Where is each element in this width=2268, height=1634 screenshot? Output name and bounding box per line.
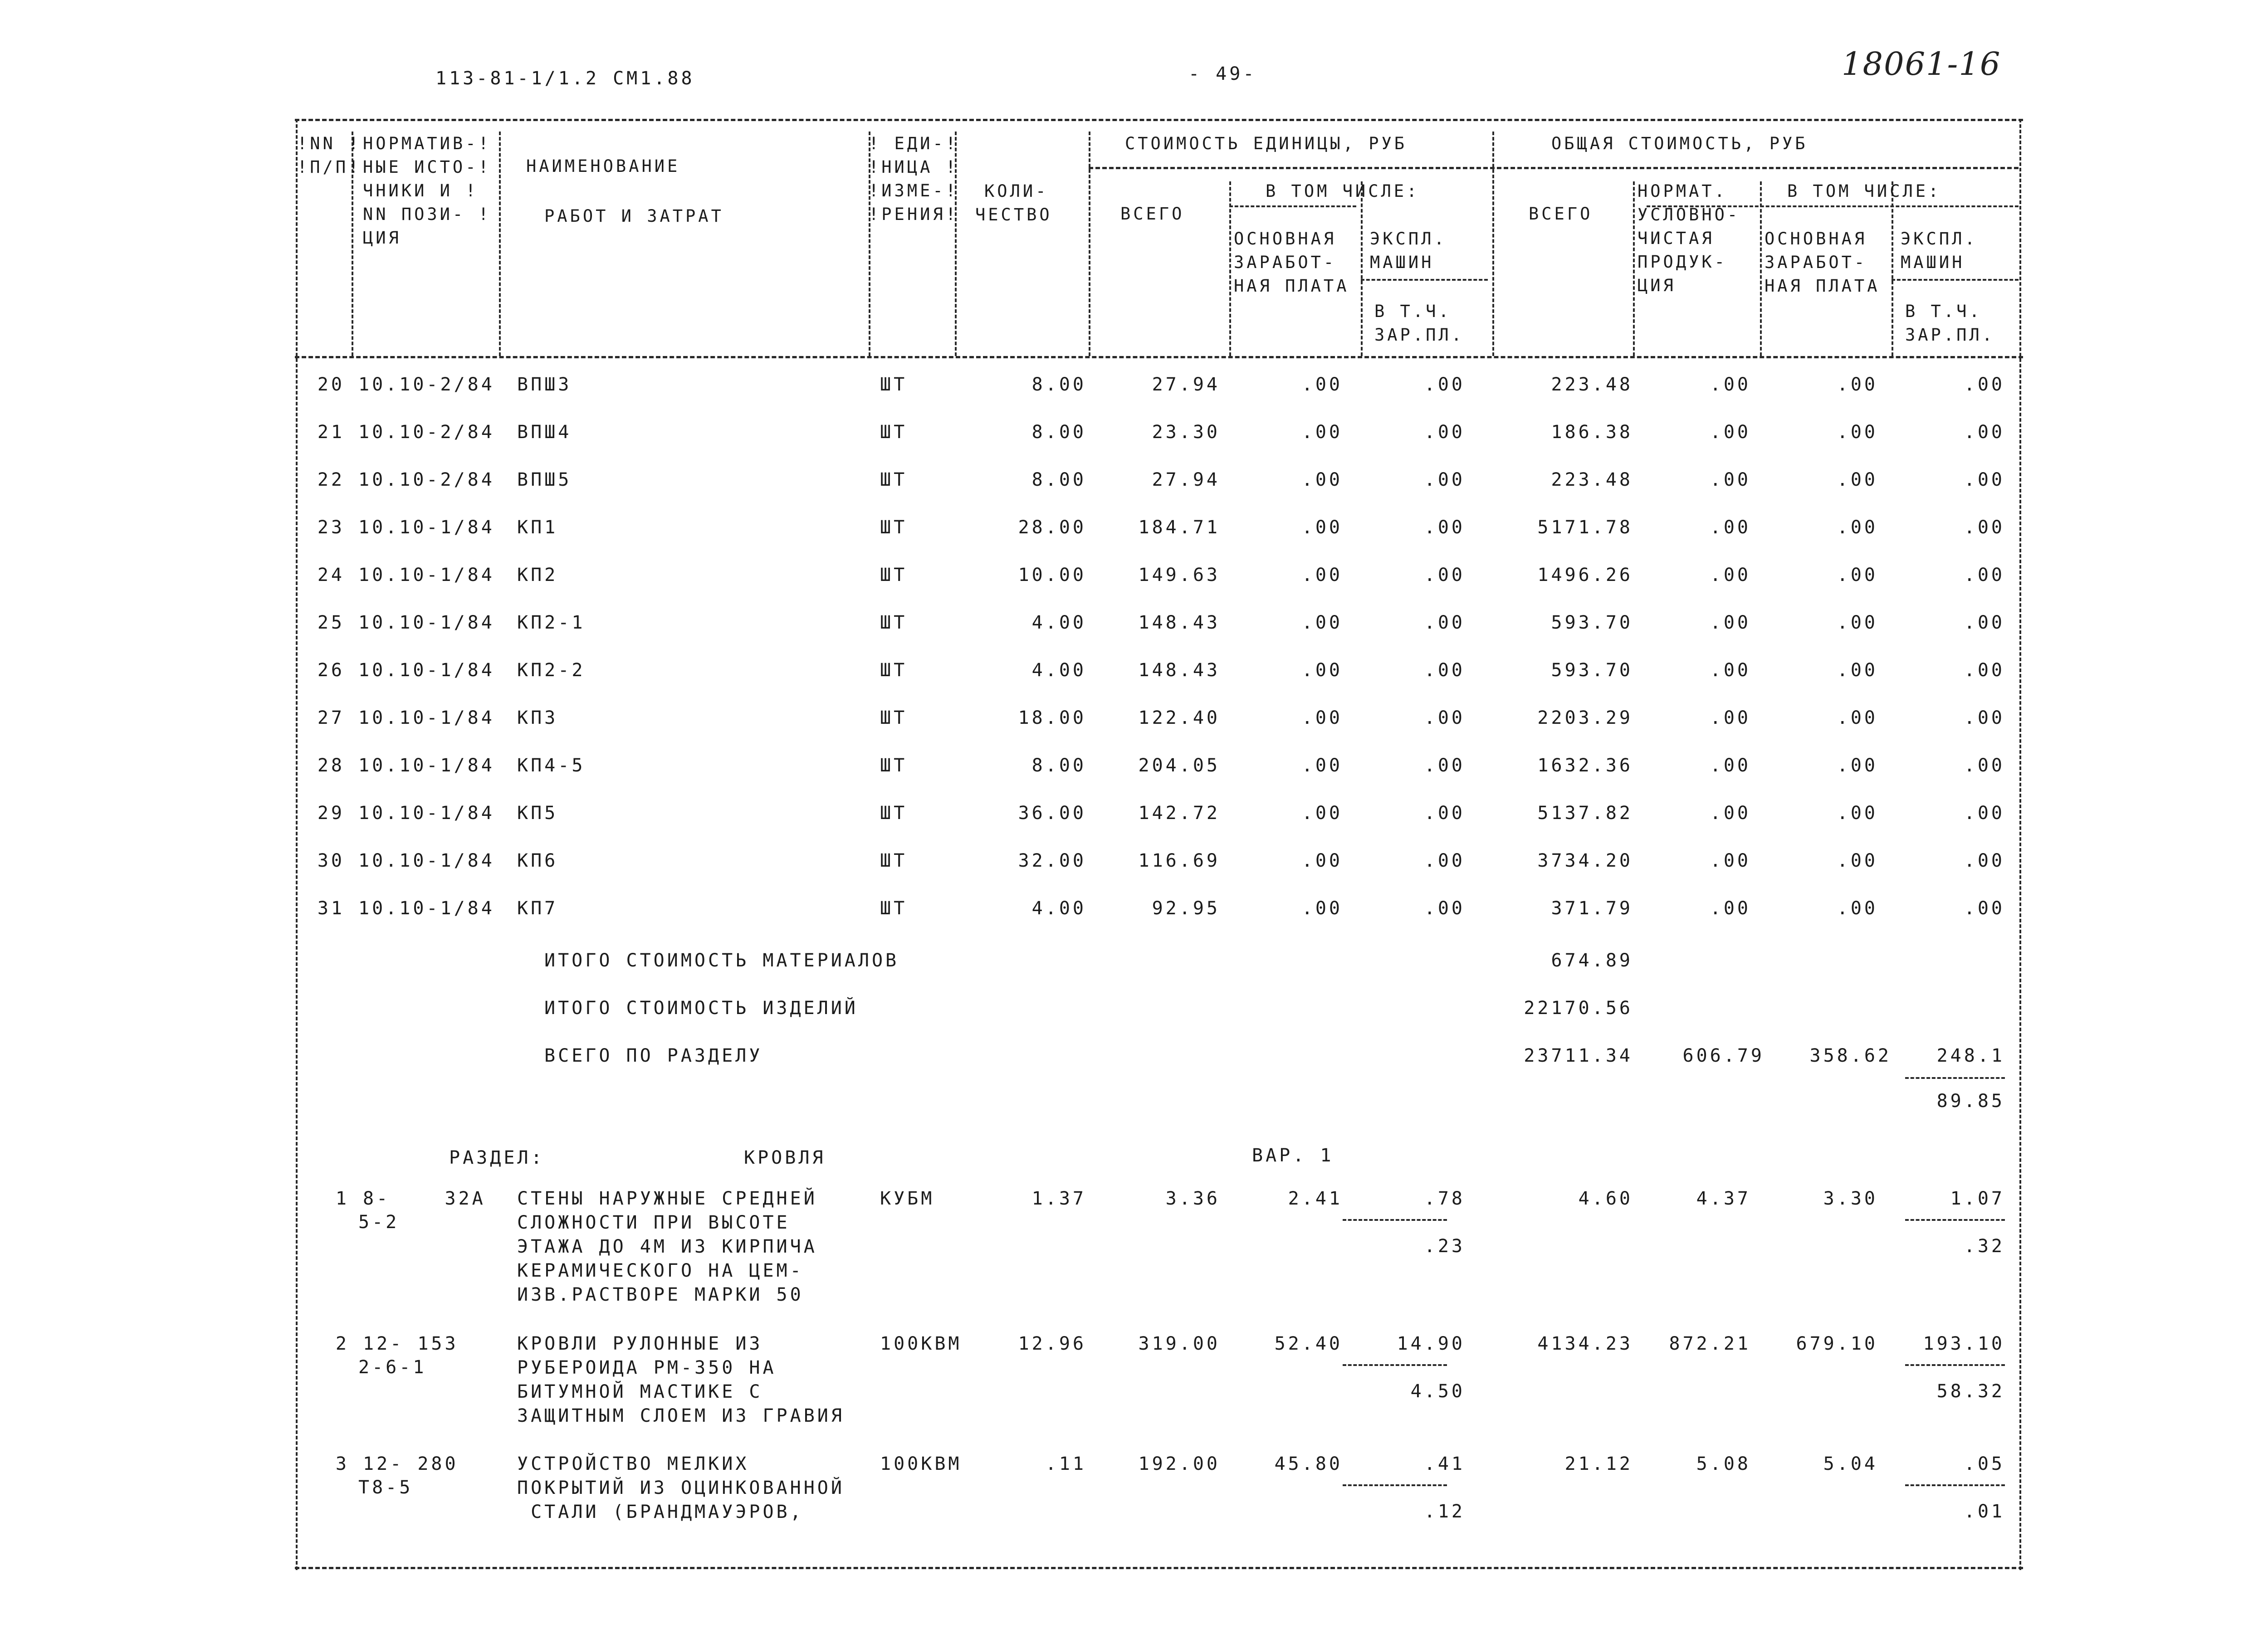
cell-code: 10.10-2/84 <box>358 374 495 395</box>
cell-name: ВПШ4 <box>517 422 572 443</box>
cell-unit: ШТ <box>880 660 908 681</box>
cell-name: РУБЕРОИДА РМ-350 НА <box>517 1357 777 1378</box>
cell-t-wage: .00 <box>1837 898 1878 919</box>
cell-name: КП2 <box>517 565 558 585</box>
cell-t-norm: .00 <box>1710 755 1751 776</box>
divider <box>1905 1364 2005 1366</box>
cell-u-wage: .00 <box>1301 898 1343 919</box>
header-total-norm: УСЛОВНО- <box>1637 205 1740 224</box>
cell-t-wage: .00 <box>1837 565 1878 585</box>
header-total-wage: ОСНОВНАЯ <box>1765 229 1867 249</box>
cell-name: КЕРАМИЧЕСКОГО НА ЦЕМ- <box>517 1260 804 1281</box>
cell-t-total: 1632.36 <box>1537 755 1633 776</box>
cell-qty: 1.37 <box>1031 1188 1086 1209</box>
cell-t-norm: .00 <box>1710 803 1751 824</box>
cell-n: 30 <box>317 850 345 871</box>
items-total-label: ИТОГО СТОИМОСТЬ ИЗДЕЛИЙ <box>544 998 858 1019</box>
cell-u-wage: .00 <box>1301 422 1343 443</box>
cell-name: КП4-5 <box>517 755 586 776</box>
cell-name: ЗАЩИТНЫМ СЛОЕМ ИЗ ГРАВИЯ <box>517 1405 845 1426</box>
cell-n: 20 <box>317 374 345 395</box>
cell-n: 2 <box>335 1333 349 1354</box>
header-col-normative: НЫЕ ИСТО-! <box>363 157 491 177</box>
header-col-name: НАИМЕНОВАНИЕ <box>526 156 680 176</box>
cell-t-norm: .00 <box>1710 565 1751 585</box>
cell-n: 28 <box>317 755 345 776</box>
section-label: РАЗДЕЛ: <box>449 1147 545 1168</box>
cell-u-wage: 52.40 <box>1274 1333 1343 1354</box>
column-rule <box>499 132 501 356</box>
cell-code: 10.10-1/84 <box>358 612 495 633</box>
divider <box>1343 1484 1447 1486</box>
cell-n: 31 <box>317 898 345 919</box>
cell-n: 26 <box>317 660 345 681</box>
cell-u-total: 142.72 <box>1138 803 1220 824</box>
cell-t-norm: .00 <box>1710 517 1751 538</box>
cell-u-wage: .00 <box>1301 469 1343 490</box>
cell-unit: ШТ <box>880 755 908 776</box>
cell-unit: ШТ <box>880 612 908 633</box>
cell-unit: ШТ <box>880 517 908 538</box>
divider <box>1361 279 1488 281</box>
cell-u-mach: .00 <box>1424 422 1465 443</box>
cell-qty: 8.00 <box>1031 422 1086 443</box>
cell-u-mach: .78 <box>1424 1188 1465 1209</box>
cell-u-mach: .00 <box>1424 517 1465 538</box>
header-col-unit: ! ЕДИ-! <box>869 134 958 153</box>
header-total-norm: ЧИСТАЯ <box>1637 229 1715 248</box>
cell-n: 27 <box>317 707 345 728</box>
items-total-value: 22170.56 <box>1524 998 1633 1019</box>
header-total-total: ВСЕГО <box>1529 204 1593 224</box>
cell-name: ЭТАЖА ДО 4М ИЗ КИРПИЧА <box>517 1236 817 1257</box>
header-unit-mach: МАШИН <box>1370 253 1434 272</box>
cell-t-mach: .00 <box>1964 850 2005 871</box>
cell-u-wage: 45.80 <box>1274 1454 1343 1474</box>
cell-n: 22 <box>317 469 345 490</box>
header-col-normative: ЦИЯ <box>363 228 401 248</box>
cell-qty: 4.00 <box>1031 660 1086 681</box>
header-unit-wage: НАЯ ПЛАТА <box>1234 276 1349 296</box>
cell-name: ИЗВ.РАСТВОРЕ МАРКИ 50 <box>517 1284 804 1305</box>
header-col-unit: !РЕНИЯ! <box>869 205 958 224</box>
cell-t-norm: .00 <box>1710 469 1751 490</box>
cell-name: СТАЛИ (БРАНДМАУЭРОВ, <box>517 1502 804 1522</box>
cell-t-total: 593.70 <box>1551 660 1633 681</box>
cell-t-total: 223.48 <box>1551 469 1633 490</box>
cell-n: 3 <box>335 1454 349 1474</box>
cell-t-wage: .00 <box>1837 374 1878 395</box>
cell-t-mach: 193.10 <box>1923 1333 2005 1354</box>
cell-t-wage: .00 <box>1837 660 1878 681</box>
header-col-normative: ЧНИКИ И ! <box>363 181 479 200</box>
cell-t-wage: .00 <box>1837 422 1878 443</box>
cell-u-total: 27.94 <box>1152 374 1220 395</box>
cell-code: 10.10-2/84 <box>358 422 495 443</box>
cell-u-wage: .00 <box>1301 374 1343 395</box>
cell-u-total: 204.05 <box>1138 755 1220 776</box>
cell-u-wage: .00 <box>1301 565 1343 585</box>
cell-t-total: 593.70 <box>1551 612 1633 633</box>
cell-qty: 18.00 <box>1018 707 1086 728</box>
cell-t-mach: .00 <box>1964 898 2005 919</box>
divider <box>1905 1484 2005 1486</box>
header-total-mach-wage: В Т.Ч. <box>1905 302 1982 321</box>
cell-code: 10.10-1/84 <box>358 660 495 681</box>
column-rule <box>1892 181 1893 356</box>
cell-name: ВПШ3 <box>517 374 572 395</box>
cell-u-wage: 2.41 <box>1288 1188 1343 1209</box>
cell-code: 10.10-2/84 <box>358 469 495 490</box>
materials-total-value: 674.89 <box>1551 950 1633 971</box>
cell-t-total: 2203.29 <box>1537 707 1633 728</box>
right-rule <box>2019 119 2021 1570</box>
cell-u-mach: .00 <box>1424 850 1465 871</box>
cell-t-norm: 5.08 <box>1696 1454 1751 1474</box>
divider <box>1892 279 2019 281</box>
header-total-norm: НОРМАТ. <box>1637 181 1727 201</box>
cell-n: 23 <box>317 517 345 538</box>
cell-u-total: 27.94 <box>1152 469 1220 490</box>
cell-u-mach: .00 <box>1424 612 1465 633</box>
header-col-qty: ЧЕСТВО <box>975 205 1052 224</box>
cell-u-wage: .00 <box>1301 803 1343 824</box>
cell-u-wage: .00 <box>1301 707 1343 728</box>
cell-qty: 4.00 <box>1031 612 1086 633</box>
cell-u-mach: .00 <box>1424 707 1465 728</box>
cell-u-total: 23.30 <box>1152 422 1220 443</box>
cell-name: КП5 <box>517 803 558 824</box>
cell-qty: 8.00 <box>1031 374 1086 395</box>
column-rule <box>1760 181 1762 356</box>
header-col-unit: !НИЦА ! <box>869 157 958 177</box>
section-name: КРОВЛЯ <box>744 1147 826 1168</box>
cell-t-mach: 1.07 <box>1950 1188 2005 1209</box>
cell-code: 10.10-1/84 <box>358 517 495 538</box>
cell-unit: ШТ <box>880 565 908 585</box>
cell-qty: .11 <box>1045 1454 1086 1474</box>
header-bottom-rule <box>295 356 2023 358</box>
header-col-normative: NN ПОЗИ- ! <box>363 205 491 224</box>
cell-name: КП7 <box>517 898 558 919</box>
document-code: 113-81-1/1.2 СМ1.88 <box>435 68 695 89</box>
cell-code: 10.10-1/84 <box>358 850 495 871</box>
cell-u-total: 3.36 <box>1165 1188 1220 1209</box>
cell-t-wage: 679.10 <box>1796 1333 1878 1354</box>
cell-code: 10.10-1/84 <box>358 898 495 919</box>
cell-u-mach-wage: .12 <box>1424 1501 1465 1522</box>
cell-t-total: 4134.23 <box>1537 1333 1633 1354</box>
cell-name: СТЕНЫ НАРУЖНЫЕ СРЕДНЕЙ <box>517 1188 817 1209</box>
cell-u-mach: .00 <box>1424 755 1465 776</box>
cell-u-wage: .00 <box>1301 660 1343 681</box>
header-total-mach: МАШИН <box>1901 253 1965 272</box>
cell-u-wage: .00 <box>1301 612 1343 633</box>
cell-code: 12- 280 <box>363 1454 459 1474</box>
cell-t-mach-wage: .01 <box>1964 1501 2005 1522</box>
cell-code: 10.10-1/84 <box>358 565 495 585</box>
cell-u-total: 184.71 <box>1138 517 1220 538</box>
cell-unit: 100КВМ <box>880 1454 962 1474</box>
cell-u-mach: .00 <box>1424 565 1465 585</box>
cell-u-total: 148.43 <box>1138 660 1220 681</box>
cell-u-total: 192.00 <box>1138 1454 1220 1474</box>
cell-t-wage: .00 <box>1837 850 1878 871</box>
cell-t-total: 186.38 <box>1551 422 1633 443</box>
cell-t-total: 371.79 <box>1551 898 1633 919</box>
cell-u-mach-wage: 4.50 <box>1410 1381 1465 1402</box>
section-wage-value: 358.62 <box>1809 1045 1892 1066</box>
cell-code: 10.10-1/84 <box>358 755 495 776</box>
divider <box>1905 1219 2005 1221</box>
cell-u-mach: .00 <box>1424 660 1465 681</box>
cell-name: КП6 <box>517 850 558 871</box>
cell-t-mach: .00 <box>1964 803 2005 824</box>
section-total-value: 23711.34 <box>1524 1045 1633 1066</box>
header-unit-mach-wage: ЗАР.ПЛ. <box>1374 325 1464 345</box>
divider <box>1343 1364 1447 1366</box>
divider <box>1905 1077 2005 1079</box>
column-rule <box>1633 181 1635 356</box>
header-col-qty: КОЛИ- <box>984 181 1049 201</box>
section-norm-value: 606.79 <box>1682 1045 1765 1066</box>
header-col-nn: !NN ! <box>297 134 362 153</box>
cell-t-mach: .00 <box>1964 422 2005 443</box>
cell-t-total: 21.12 <box>1564 1454 1633 1474</box>
header-total-norm: ПРОДУК- <box>1637 252 1727 272</box>
cell-u-wage: .00 <box>1301 755 1343 776</box>
column-rule <box>1229 181 1231 356</box>
cell-t-total: 3734.20 <box>1537 850 1633 871</box>
cell-qty: 8.00 <box>1031 755 1086 776</box>
cell-t-wage: .00 <box>1837 707 1878 728</box>
divider <box>1343 1219 1447 1221</box>
cell-u-total: 116.69 <box>1138 850 1220 871</box>
cell-t-total: 1496.26 <box>1537 565 1633 585</box>
cell-t-norm: 4.37 <box>1696 1188 1751 1209</box>
header-total-cost: ОБЩАЯ СТОИМОСТЬ, РУБ <box>1551 134 1808 153</box>
header-col-name: РАБОТ И ЗАТРАТ <box>544 206 724 226</box>
cell-t-mach: .00 <box>1964 374 2005 395</box>
cell-code: 10.10-1/84 <box>358 707 495 728</box>
header-unit-cost: СТОИМОСТЬ ЕДИНИЦЫ, РУБ <box>1125 134 1408 153</box>
header-total-wage: ЗАРАБОТ- <box>1765 253 1867 272</box>
cell-name: КП2-2 <box>517 660 586 681</box>
cell-qty: 4.00 <box>1031 898 1086 919</box>
header-total-mach-wage: ЗАР.ПЛ. <box>1905 325 1995 345</box>
cell-qty: 10.00 <box>1018 565 1086 585</box>
handwritten-number: 18061-16 <box>1842 45 2001 83</box>
header-total-incl: В ТОМ ЧИСЛЕ: <box>1787 181 1941 201</box>
cell-u-mach: .00 <box>1424 469 1465 490</box>
cell-t-norm: .00 <box>1710 898 1751 919</box>
header-unit-total: ВСЕГО <box>1120 204 1185 224</box>
section-mach-wage-value: 89.85 <box>1936 1091 2005 1112</box>
cell-t-mach: .00 <box>1964 565 2005 585</box>
cell-u-total: 149.63 <box>1138 565 1220 585</box>
cell-unit: ШТ <box>880 898 908 919</box>
section-total-label: ВСЕГО ПО РАЗДЕЛУ <box>544 1045 763 1066</box>
header-col-unit: !ИЗМЕ-! <box>869 181 958 200</box>
header-col-nn: !П/П! <box>297 157 362 177</box>
cell-code: 12- 153 <box>363 1333 459 1354</box>
cell-t-norm: .00 <box>1710 422 1751 443</box>
cell-u-wage: .00 <box>1301 850 1343 871</box>
cell-t-mach: .05 <box>1964 1454 2005 1474</box>
bottom-rule <box>295 1567 2023 1569</box>
cell-t-mach-wage: .32 <box>1964 1236 2005 1257</box>
header-unit-wage: ЗАРАБОТ- <box>1234 253 1337 272</box>
cell-t-total: 5171.78 <box>1537 517 1633 538</box>
cell-unit: ШТ <box>880 422 908 443</box>
cell-t-wage: .00 <box>1837 755 1878 776</box>
cell-u-mach: .00 <box>1424 374 1465 395</box>
cell-u-mach: .00 <box>1424 898 1465 919</box>
header-col-normative: НОРМАТИВ-! <box>363 134 491 153</box>
header-unit-wage: ОСНОВНАЯ <box>1234 229 1337 249</box>
column-rule <box>1361 181 1363 356</box>
cell-name: ВПШ5 <box>517 469 572 490</box>
cell-t-wage: .00 <box>1837 517 1878 538</box>
cell-u-mach-wage: .23 <box>1424 1236 1465 1257</box>
cell-name: КП2-1 <box>517 612 586 633</box>
cell-n: 25 <box>317 612 345 633</box>
cell-unit: КУБМ <box>880 1188 935 1209</box>
cell-t-total: 4.60 <box>1578 1188 1633 1209</box>
cell-t-mach: .00 <box>1964 612 2005 633</box>
cell-u-mach: 14.90 <box>1397 1333 1465 1354</box>
materials-total-label: ИТОГО СТОИМОСТЬ МАТЕРИАЛОВ <box>544 950 899 971</box>
cell-t-total: 5137.82 <box>1537 803 1633 824</box>
cell-u-total: 319.00 <box>1138 1333 1220 1354</box>
cell-t-norm: .00 <box>1710 707 1751 728</box>
cell-t-norm: .00 <box>1710 850 1751 871</box>
cell-t-norm: .00 <box>1710 660 1751 681</box>
cell-u-mach: .00 <box>1424 803 1465 824</box>
header-total-norm: ЦИЯ <box>1637 276 1676 295</box>
cell-t-mach: .00 <box>1964 707 2005 728</box>
cell-unit: ШТ <box>880 803 908 824</box>
cell-u-wage: .00 <box>1301 517 1343 538</box>
cell-qty: 28.00 <box>1018 517 1086 538</box>
cell-unit: ШТ <box>880 374 908 395</box>
cell-u-total: 122.40 <box>1138 707 1220 728</box>
header-unit-mach-wage: В Т.Ч. <box>1374 302 1452 321</box>
header-total-wage: НАЯ ПЛАТА <box>1765 276 1880 296</box>
cell-code: 10.10-1/84 <box>358 803 495 824</box>
section-variant: ВАР. 1 <box>1252 1145 1334 1166</box>
cell-qty: 32.00 <box>1018 850 1086 871</box>
section-mach-value: 248.1 <box>1936 1045 2005 1066</box>
header-unit-incl: В ТОМ ЧИСЛЕ: <box>1266 181 1420 201</box>
cell-n: 1 <box>335 1188 349 1209</box>
cell-t-mach-wage: 58.32 <box>1936 1381 2005 1402</box>
cell-code: 8- 32А <box>363 1188 486 1209</box>
cell-unit: 100КВМ <box>880 1333 962 1354</box>
cell-t-norm: .00 <box>1710 374 1751 395</box>
cell-t-wage: .00 <box>1837 469 1878 490</box>
cell-t-wage: 5.04 <box>1823 1454 1878 1474</box>
cell-n: 24 <box>317 565 345 585</box>
cell-qty: 8.00 <box>1031 469 1086 490</box>
cell-u-mach: .41 <box>1424 1454 1465 1474</box>
cell-u-total: 148.43 <box>1138 612 1220 633</box>
cell-t-norm: 872.21 <box>1669 1333 1751 1354</box>
header-unit-mach: ЭКСПЛ. <box>1370 229 1447 249</box>
cell-unit: ШТ <box>880 469 908 490</box>
cell-t-total: 223.48 <box>1551 374 1633 395</box>
cell-name: УСТРОЙСТВО МЕЛКИХ <box>517 1454 749 1474</box>
divider <box>1229 205 1356 207</box>
left-rule <box>296 119 298 1570</box>
cell-t-norm: .00 <box>1710 612 1751 633</box>
column-rule <box>1492 132 1494 356</box>
header-total-mach: ЭКСПЛ. <box>1901 229 1978 249</box>
cell-t-mach: .00 <box>1964 469 2005 490</box>
cell-t-wage: .00 <box>1837 803 1878 824</box>
cell-u-total: 92.95 <box>1152 898 1220 919</box>
cell-n: 29 <box>317 803 345 824</box>
cell-code: Т8-5 <box>358 1477 413 1498</box>
cell-qty: 12.96 <box>1018 1333 1086 1354</box>
top-rule <box>295 119 2023 121</box>
cell-name: ПОКРЫТИЙ ИЗ ОЦИНКОВАННОЙ <box>517 1478 845 1498</box>
cell-code: 5-2 <box>358 1212 400 1233</box>
column-rule <box>1089 132 1090 356</box>
cell-t-mach: .00 <box>1964 755 2005 776</box>
cell-t-mach: .00 <box>1964 660 2005 681</box>
cell-name: КП3 <box>517 707 558 728</box>
header-split-rule <box>1089 167 2019 169</box>
cell-t-wage: .00 <box>1837 612 1878 633</box>
cell-name: КРОВЛИ РУЛОННЫЕ ИЗ <box>517 1333 763 1354</box>
cell-t-mach: .00 <box>1964 517 2005 538</box>
cell-unit: ШТ <box>880 850 908 871</box>
page-number: - 49- <box>1188 63 1257 84</box>
cell-name: БИТУМНОЙ МАСТИКЕ С <box>517 1381 763 1402</box>
cell-name: КП1 <box>517 517 558 538</box>
cell-unit: ШТ <box>880 707 908 728</box>
cell-code: 2-6-1 <box>358 1357 427 1378</box>
cell-name: СЛОЖНОСТИ ПРИ ВЫСОТЕ <box>517 1212 790 1233</box>
cell-qty: 36.00 <box>1018 803 1086 824</box>
cell-n: 21 <box>317 422 345 443</box>
cell-t-wage: 3.30 <box>1823 1188 1878 1209</box>
